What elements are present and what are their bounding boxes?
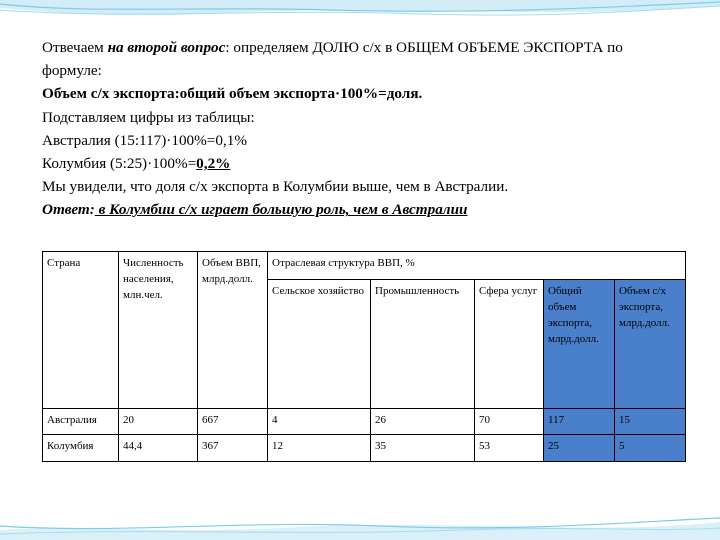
formula-label: формуле: <box>42 62 102 80</box>
table-row <box>43 435 686 462</box>
table-row <box>43 409 686 435</box>
cell-total-export: 25 <box>544 435 615 462</box>
cell-agri-export: 15 <box>615 409 686 435</box>
cell-industry: 35 <box>371 435 475 462</box>
formula-text: Объем с/х экспорта:общий объем экспорта·100%=доля. <box>42 85 423 103</box>
table-header-row <box>43 252 686 280</box>
cell-agriculture: 4 <box>268 409 371 435</box>
data-table <box>42 251 686 462</box>
cell-population: 44,4 <box>119 435 198 462</box>
header-industry: Промышленность <box>371 280 475 409</box>
header-gdp-structure: Отраслевая структура ВВП, % <box>268 252 686 280</box>
cell-gdp: 667 <box>198 409 268 435</box>
question-ref: на второй вопрос <box>107 39 226 56</box>
cell-services: 53 <box>475 435 544 462</box>
cell-gdp: 367 <box>198 435 268 462</box>
solution-text <box>42 36 682 222</box>
colombia-calc-expression: Колумбия (5:25)·100%= <box>42 155 197 173</box>
cell-agriculture: 12 <box>268 435 371 462</box>
cell-total-export: 117 <box>544 409 615 435</box>
answer-text: в Колумбии с/х играет большую роль, чем в Австралии <box>94 201 468 219</box>
intro-task: : определяем ДОЛЮ с/х в ОБЩЕМ ОБЪЕМЕ ЭКСПОРТА по <box>225 39 623 56</box>
australia-calc: Австралия (15:117)·100%=0,1% <box>42 131 248 149</box>
header-agri-export: Объем с/х экспорта, млрд.долл. <box>615 280 686 409</box>
header-services: Сфера услуг <box>475 280 544 409</box>
cell-population: 20 <box>119 409 198 435</box>
colombia-calc-result: 0,2% <box>196 155 231 173</box>
formula <box>42 82 682 105</box>
intro-prefix: Отвечаем <box>42 39 108 56</box>
cell-country: Колумбия <box>43 435 119 462</box>
answer-line <box>42 198 682 221</box>
substitute-line: Подставляем цифры из таблицы: <box>42 108 255 126</box>
cell-services: 70 <box>475 409 544 435</box>
bottom-wave-decoration <box>0 500 720 540</box>
header-gdp: Объем ВВП, млрд.долл. <box>198 252 268 409</box>
header-population: Численность населения, млн.чел. <box>119 252 198 409</box>
header-country: Страна <box>43 252 119 409</box>
colombia-calc <box>42 152 682 175</box>
cell-country: Австралия <box>43 409 119 435</box>
header-agriculture: Сельское хозяйство <box>268 280 371 409</box>
conclusion-line: Мы увидели, что доля с/х экспорта в Колумбии выше, чем в Австралии. <box>42 178 509 196</box>
intro-line <box>42 36 682 59</box>
cell-agri-export: 5 <box>615 435 686 462</box>
answer-label: Ответ: <box>42 201 95 219</box>
top-wave-decoration <box>0 0 720 40</box>
cell-industry: 26 <box>371 409 475 435</box>
header-total-export: Общий объем экспорта, млрд.долл. <box>544 280 615 409</box>
